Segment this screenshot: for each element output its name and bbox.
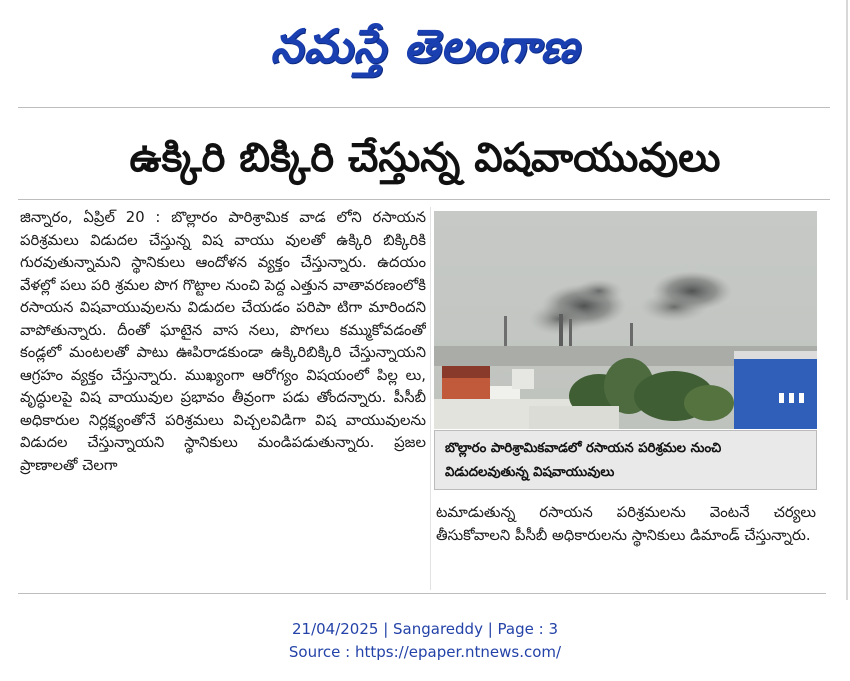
photo-caption: బొల్లారం పారిశ్రామికవాడలో రసాయన పరిశ్రమల నుంచి విడుదలవుతున్న విషవాయువులు xyxy=(434,430,817,490)
industrial-smoke-photo xyxy=(434,211,817,429)
article-headline: ఉక్కిరి బిక్కిరి చేస్తున్న విషవాయువులు xyxy=(129,135,721,181)
divider-rule xyxy=(18,593,826,594)
news-photo xyxy=(434,211,817,429)
article-body-right: టమాడుతున్న రసాయన పరిశ్రమలను వెంటనే చర్యలు తీసుకోవాలని పీసీబీ అధికారులను స్థానికులు డిమాండ్ చేస్తున్నారు. xyxy=(436,504,816,544)
source-link[interactable]: Source : https://epaper.ntnews.com/ xyxy=(288,643,562,661)
newspaper-masthead: నమస్తే తెలంగాణ xyxy=(270,19,580,73)
divider-rule xyxy=(18,199,830,200)
column-divider xyxy=(430,207,431,590)
publication-info: 21/04/2025 | Sangareddy | Page : 3 xyxy=(291,620,558,638)
article-body-left: జిన్నారం, ఏప్రిల్ 20 : బొల్లారం పారిశ్రామిక వాడ లోని రసాయన పరిశ్రమలు విడుదల చేస్తున్న విష వాయు వులతో ఉక్కిరి బిక్కిరికి గురవుతున్నామని స్థానికులు ఆందోళన వ్యక్తం చేస్తున్నారు. ఉదయం వేళల్లో పలు పరి శ్రమల పొగ గొట్టాల నుంచి పెద్ద ఎత్తున వాతావరణంలోకి రసాయన విషవాయువులను విడుదల చేయడం పరిపా టిగా మారిందని వాపోతున్నారు. దీంతో ఘాటైన వాస నలు, పొగలు కమ్ముకోవడంతో కండ్లలో మంటలతో పాటు ఊపిరాడకుండా ఉక్కిరిబిక్కిరి చేస్తున్నాయని ఆగ్రహం వ్యక్తం చేస్తున్నారు. ముఖ్యంగా ఆరోగ్యం విషయంలో పిల్ల లు, వృద్ధులపై విష వాయువుల ప్రభావం తీవ్రంగా పడు తోందన్నారు. పీసీబీ అధికారుల నిర్లక్ష్యంతోనే పరిశ్రమలు విచ్చలవిడిగా విష వాయువులను విడుదల చేస్తున్నాయని స్థానికులు మండిపడుతున్నారు. ప్రజల ప్రాణాలతో చెలగా xyxy=(20,209,426,474)
divider-rule xyxy=(18,107,830,108)
